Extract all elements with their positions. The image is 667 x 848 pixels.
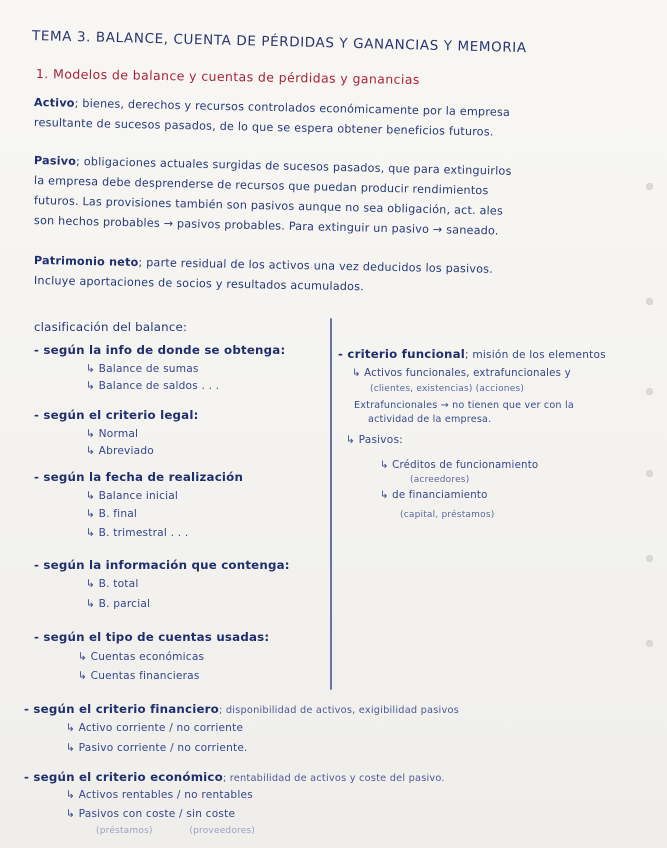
bottom-criterion-2-item-2: ↳ Pasivos con coste / sin coste [66, 808, 236, 820]
right-criterion-title-line [338, 347, 606, 361]
pasivo-def-4: son hechos probables → pasivos probables. Para extinguir un pasivo → saneado. [33, 214, 499, 238]
right-extra-line-2: actividad de la empresa. [368, 414, 492, 425]
right-financ-line-1: ↳ de financiamiento [380, 490, 488, 501]
right-activos-line-2: (clientes, existencias) (acciones) [370, 384, 525, 394]
left-criterion-1-item-2: ↳ Balance de saldos . . . [86, 380, 220, 392]
pasivo-def-2: la empresa debe desprenderse de recursos que puedan producir rendimientos [33, 174, 489, 198]
pasivo-def-3: futuros. Las provisiones también son pasivos aunque no sea obligación, act. ales [33, 194, 504, 218]
column-divider [330, 318, 332, 690]
left-criterion-4-item-2: ↳ B. parcial [86, 598, 151, 610]
left-criterion-2-item-2: ↳ Abreviado [86, 445, 154, 457]
patrimonio-term: Patrimonio neto [33, 254, 139, 270]
binder-hole [646, 298, 653, 305]
activo-line-1 [34, 96, 510, 119]
pasivo-line-1 [34, 154, 512, 178]
clasificacion-heading: clasificación del balance: [34, 320, 188, 334]
right-activos-line-1: ↳ Activos funcionales, extrafuncionales y [352, 368, 571, 379]
right-creditos-line-2: (acreedores) [410, 475, 470, 485]
right-financ-line-2: (capital, préstamos) [400, 510, 495, 520]
bottom-criterion-1-note: ; disponibilidad de activos, exigibilidad pasivos [219, 705, 459, 716]
binder-hole [646, 640, 653, 647]
left-criterion-5-title: - según el tipo de cuentas usadas: [34, 630, 270, 644]
left-criterion-1-item-1: ↳ Balance de sumas [86, 363, 199, 375]
binder-hole [646, 470, 653, 477]
left-criterion-3-item-2: ↳ B. final [86, 508, 138, 520]
right-creditos-line-1: ↳ Créditos de funcionamiento [380, 460, 539, 471]
patrimonio-line-1 [34, 254, 493, 276]
bottom-criterion-2-title: - según el criterio económico [24, 770, 223, 784]
left-criterion-5-item-1: ↳ Cuentas económicas [78, 651, 205, 663]
patrimonio-def-2: Incluye aportaciones de socios y resultados acumulados. [33, 274, 365, 294]
right-criterion-note: ; misión de los elementos [465, 349, 606, 361]
binder-hole [646, 555, 653, 562]
bottom-criterion-1-item-1: ↳ Activo corriente / no corriente [66, 722, 244, 734]
right-pasivos: ↳ Pasivos: [346, 434, 403, 446]
bottom-criterion-1-item-2: ↳ Pasivo corriente / no corriente. [66, 742, 248, 754]
activo-term: Activo [33, 96, 75, 110]
right-extra-line-1: Extrafuncionales → no tienen que ver con la [354, 400, 574, 411]
left-criterion-2-title: - según el criterio legal: [34, 408, 199, 422]
left-criterion-2-item-1: ↳ Normal [86, 428, 139, 440]
pasivo-term: Pasivo [33, 154, 77, 168]
left-criterion-4-title: - según la información que contenga: [34, 558, 290, 572]
patrimonio-def-1: ; parte residual de los activos una vez deducidos los pasivos. [138, 256, 494, 276]
left-criterion-3-item-3: ↳ B. trimestral . . . [86, 527, 189, 539]
section-subtitle: 1. Modelos de balance y cuentas de pérdidas y ganancias [35, 66, 420, 88]
bottom-criterion-1-title-line [24, 702, 459, 716]
bottom-criterion-2-title-line [24, 770, 445, 784]
left-criterion-3-title: - según la fecha de realización [34, 470, 244, 484]
activo-def-1: ; bienes, derechos y recursos controlados económicamente por la empresa [74, 96, 511, 119]
right-criterion-title: - criterio funcional [338, 347, 466, 361]
bottom-criterion-2-item-1: ↳ Activos rentables / no rentables [66, 789, 253, 801]
left-criterion-5-item-2: ↳ Cuentas financieras [78, 670, 200, 682]
page-title: TEMA 3. BALANCE, CUENTA DE PÉRDIDAS Y GANANCIAS Y MEMORIA [31, 28, 527, 57]
activo-def-2: resultante de sucesos pasados, de lo que se espera obtener beneficios futuros. [33, 116, 494, 139]
bottom-criterion-1-title: - según el criterio financiero [24, 702, 219, 716]
bottom-criterion-2-tail: (préstamos) (proveedores) [96, 826, 256, 836]
binder-hole [646, 388, 653, 395]
binder-hole [646, 183, 653, 190]
left-criterion-1-title: - según la info de donde se obtenga: [34, 343, 286, 357]
left-criterion-3-item-1: ↳ Balance inicial [86, 490, 179, 502]
left-criterion-4-item-1: ↳ B. total [86, 578, 139, 590]
bottom-criterion-2-note: ; rentabilidad de activos y coste del pasivo. [222, 773, 445, 784]
pasivo-def-1: ; obligaciones actuales surgidas de sucesos pasados, que para extinguirlos [75, 154, 512, 178]
